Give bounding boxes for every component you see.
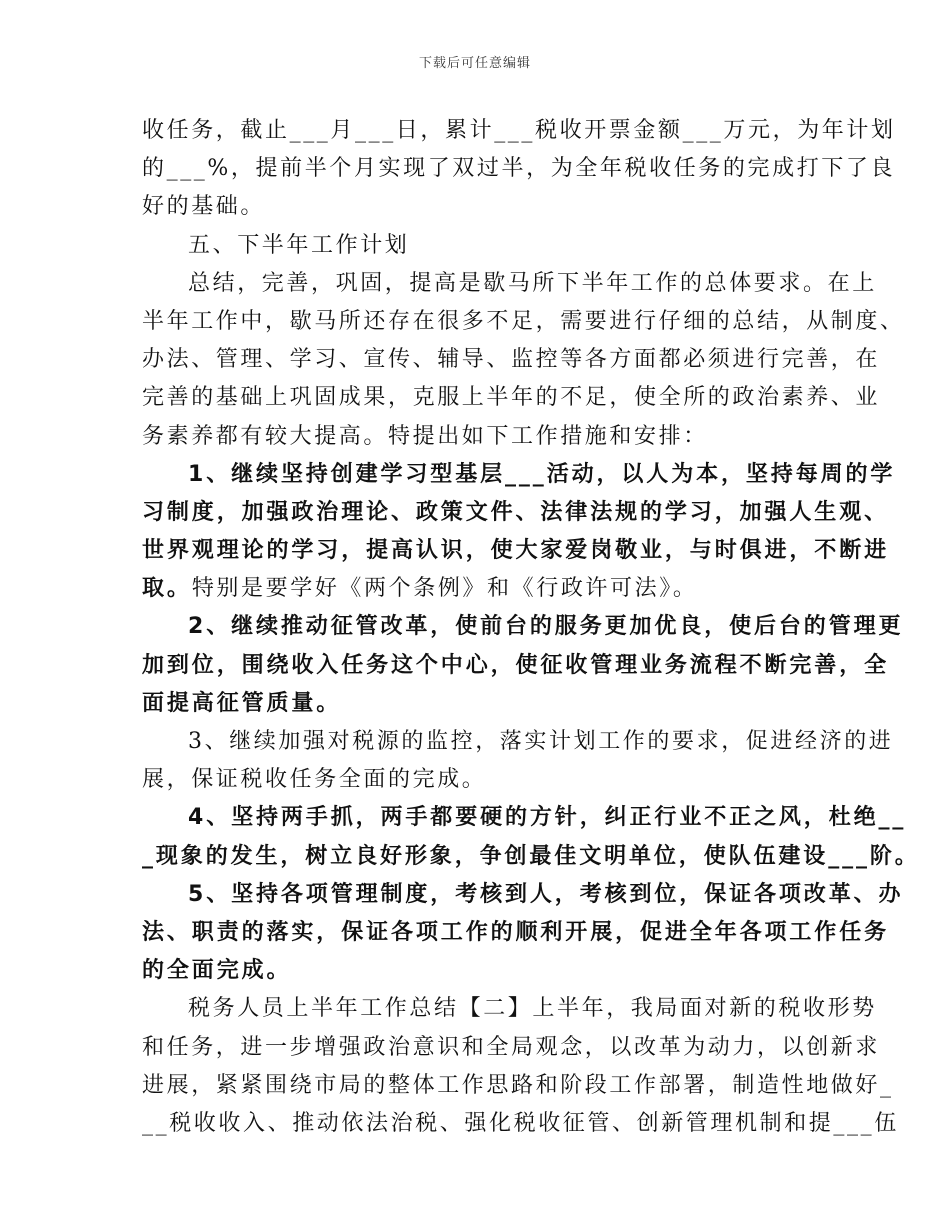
paragraph-line: 进展，紧紧围绕市局的整体工作思路和阶段工作部署，制造性地做好_: [142, 1072, 894, 1098]
paragraph-line: 办法、管理、学习、宣传、辅导、监控等各方面都必须进行完善，在: [142, 347, 881, 373]
list-item-2-line: 面提高征管质量。: [142, 690, 342, 716]
paragraph-line: 完善的基础上巩固成果，克服上半年的不足，使全所的政治素养、业: [142, 385, 881, 411]
section-heading: 五、下半年工作计划: [188, 232, 410, 258]
list-item-1-bold-end: 取。: [142, 576, 192, 602]
list-item-2-line: 加到位，围绕收入任务这个中心，使征收管理业务流程不断完善，全: [142, 652, 890, 678]
paragraph-line: __税收收入、推动依法治税、强化税收征管、创新管理机制和提___伍: [142, 1110, 899, 1136]
list-item-1-line: 习制度，加强政治理论、政策文件、法律法规的学习，加强人生观、: [142, 499, 890, 525]
list-item-3-line: 展，保证税收任务全面的完成。: [142, 767, 487, 793]
list-item-3-line: 3、继续加强对税源的监控，落实计划工作的要求，促进经济的进: [188, 729, 894, 754]
paragraph-line: 好的基础。: [142, 194, 266, 220]
list-item-4-line: _现象的发生，树立良好形象，争创最佳文明单位，使队伍建设___阶。: [142, 843, 920, 869]
paragraph-line: 半年工作中，歇马所还存在很多不足，需要进行仔细的总结，从制度、: [142, 308, 905, 334]
list-item-2-line: 2、继续推动征管改革，使前台的服务更加优良，使后台的管理更: [188, 614, 904, 640]
list-item-1-plain-end: 特别是要学好《两个条例》和《行政许可法》。: [191, 576, 698, 602]
paragraph-line: 和任务，进一步增强政治意识和全局观念，以改革为动力，以创新求: [142, 1034, 881, 1060]
document-body: [142, 112, 920, 1143]
paragraph-line: 的___%，提前半个月实现了双过半，为全年税收任务的完成打下了良: [142, 156, 896, 182]
list-item-5-line: 的全面完成。: [142, 958, 292, 984]
page-header-note: 下载后可任意编辑: [418, 56, 531, 71]
list-item-5-line: 法、职责的落实，保证各项工作的顺利开展，促进全年各项工作任务: [142, 919, 890, 945]
paragraph-line: 收任务，截止___月___日，累计___税收开票金额___万元，为年计划: [142, 118, 896, 143]
paragraph-line: 税务人员上半年工作总结【二】上半年，我局面对新的税收形势: [188, 996, 877, 1022]
list-item-5-line: 5、坚持各项管理制度，考核到人，考核到位，保证各项改革、办: [188, 881, 904, 907]
paragraph-line: 总结，完善，巩固，提高是歇马所下半年工作的总体要求。在上: [188, 270, 877, 296]
list-item-4-line: 4、坚持两手抓，两手都要硬的方针，纠正行业不正之风，杜绝__: [188, 805, 907, 831]
list-item-1-line: 世界观理论的学习，提高认识，使大家爱岗敬业，与时俱进，不断进: [142, 538, 890, 564]
list-item-1-line: 1、继续坚持创建学习型基层___活动，以人为本，坚持每周的学: [188, 461, 896, 487]
list-item-1-line: [142, 570, 822, 608]
paragraph-line: 务素养都有较大提高。特提出如下工作措施和安排：: [142, 423, 708, 449]
